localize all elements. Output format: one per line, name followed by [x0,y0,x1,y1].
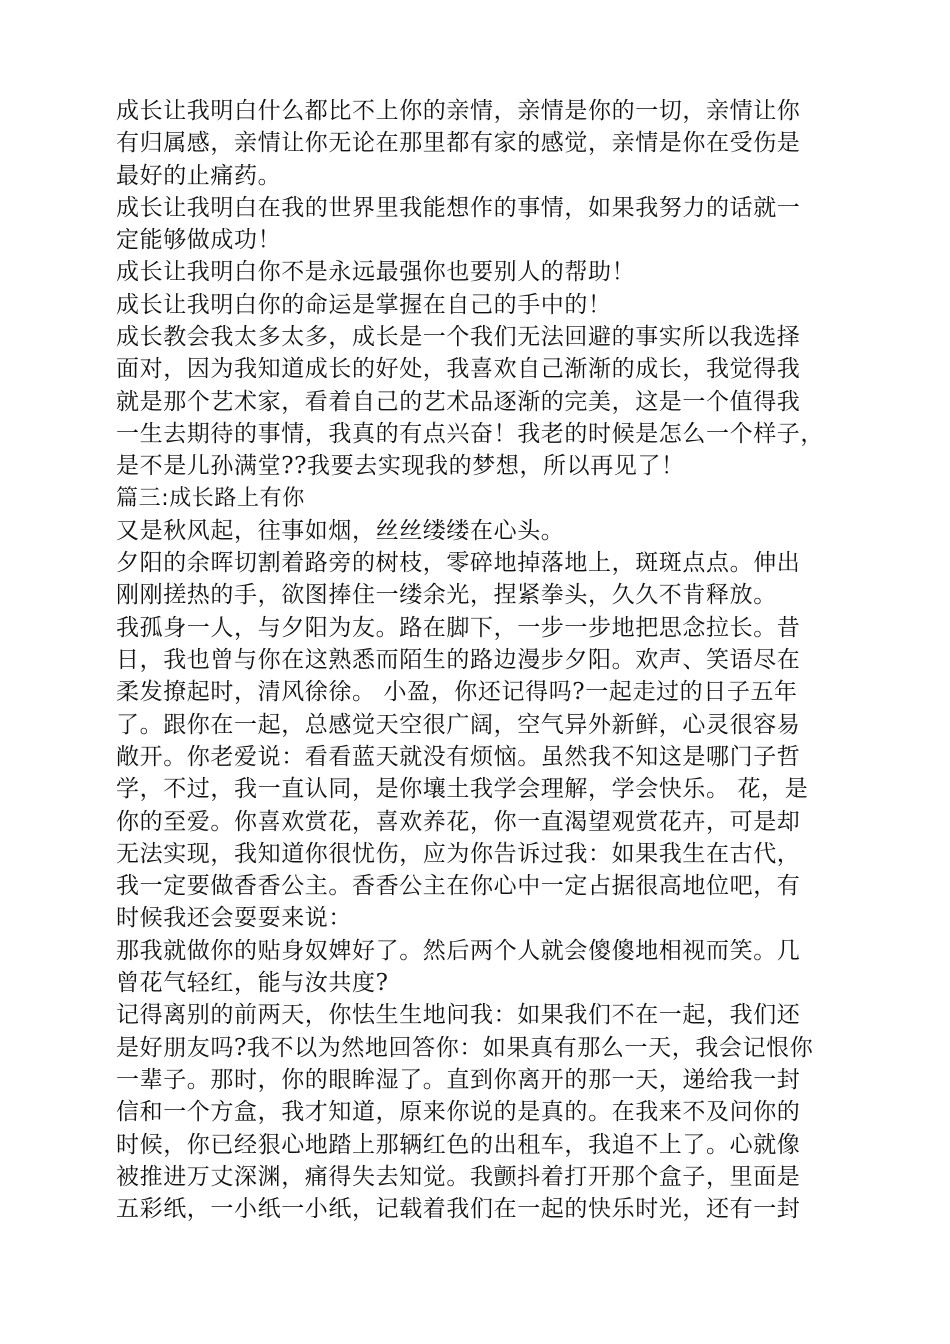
text-line: 你的至爱。你喜欢赏花，喜欢养花，你一直渴望观赏花卉，可是却 [116,808,801,835]
text-line: 一辈子。那时，你的眼眸湿了。直到你离开的那一天，递给我一封 [116,1066,801,1093]
text-line: 成长让我明白你的命运是掌握在自己的手中的！ [116,291,612,318]
text-line: 曾花气轻红，能与汝共度? [116,970,389,997]
text-line: 成长让我明白什么都比不上你的亲情，亲情是你的一切，亲情让你 [116,98,801,124]
text-line: 学，不过，我一直认同，是你壤土我学会理解，学会快乐。 花，是 [116,776,809,803]
text-line: 是不是儿孙满堂??我要去实现我的梦想，所以再见了！ [116,453,685,480]
text-line: 就是那个艺术家，看着自己的艺术品逐渐的完美，这是一个值得我 [116,388,801,415]
section-heading: 篇三:成长路上有你 [116,485,305,511]
text-line: 一生去期待的事情，我真的有点兴奋！我老的时候是怎么一个样子， [116,420,824,447]
text-line: 被推进万丈深渊，痛得失去知觉。我颤抖着打开那个盒子，里面是 [116,1163,801,1190]
text-line: 敞开。你老爱说：看看蓝天就没有烦恼。虽然我不知这是哪门子哲 [116,743,801,770]
text-line: 五彩纸，一小纸一小纸，记载着我们在一起的快乐时光，还有一封 [116,1196,801,1223]
text-line: 我一定要做香香公主。香香公主在你心中一定占据很高地位吧，有 [116,873,801,900]
text-line: 刚刚搓热的手，欲图捧住一缕余光，捏紧拳头，久久不肯释放。 [116,582,777,609]
text-line: 定能够做成功！ [116,227,282,254]
text-line: 无法实现，我知道你很忧伤，应为你告诉过我：如果我生在古代， [116,840,801,867]
document-body [116,95,836,1225]
text-line: 记得离别的前两天，你怯生生地问我：如果我们不在一起，我们还 [116,1002,801,1029]
text-line: 成长教会我太多太多，成长是一个我们无法回避的事实所以我选择 [116,324,801,351]
text-line: 夕阳的余晖切割着路旁的树枝，零碎地掉落地上，斑斑点点。伸出 [116,550,801,577]
text-line: 了。跟你在一起，总感觉天空很广阔，空气异外新鲜，心灵很容易 [116,711,801,738]
text-line: 面对，因为我知道成长的好处，我喜欢自己渐渐的成长，我觉得我 [116,356,801,383]
text-line: 有归属感，亲情让你无论在那里都有家的感觉，亲情是你在受伤是 [116,130,801,157]
text-line: 那我就做你的贴身奴婢好了。然后两个人就会傻傻地相视而笑。几 [116,937,801,964]
text-line: 是好朋友吗?我不以为然地回答你：如果真有那么一天，我会记恨你 [116,1034,814,1061]
text-line: 最好的止痛药。 [116,162,282,189]
text-line: 柔发撩起时，清风徐徐。 小盈，你还记得吗?一起走过的日子五年 [116,679,798,706]
text-line: 时候我还会耍耍来说： [116,905,352,932]
text-line: 成长让我明白你不是永远最强你也要别人的帮助！ [116,259,636,286]
text-line: 信和一个方盒，我才知道，原来你说的是真的。在我来不及问你的 [116,1099,801,1126]
text-line: 日，我也曾与你在这熟悉而陌生的路边漫步夕阳。欢声、笑语尽在 [116,647,801,674]
text-line: 我孤身一人，与夕阳为友。路在脚下，一步一步地把思念拉长。昔 [116,614,801,641]
text-line: 又是秋风起，往事如烟，丝丝缕缕在心头。 [116,517,565,544]
text-line: 时候，你已经狠心地踏上那辆红色的出租车，我追不上了。心就像 [116,1131,801,1158]
text-line: 成长让我明白在我的世界里我能想作的事情，如果我努力的话就一 [116,194,801,221]
